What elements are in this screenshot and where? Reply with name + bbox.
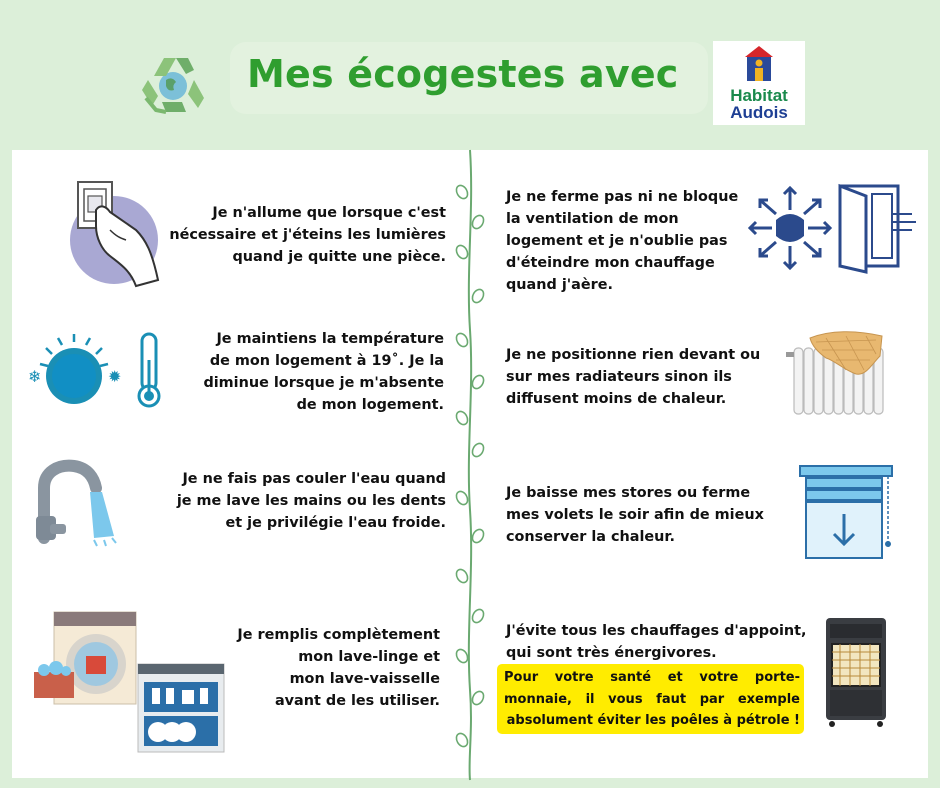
text-line: je me lave les mains ou les dents — [176, 493, 446, 509]
gas-heater-icon — [824, 616, 888, 728]
left-item-2-text — [186, 328, 444, 416]
warning-text: Pour votre santé et votre porte-monnaie, il vous faut par exemple absolument éviter les poêles à pétrole ! — [504, 670, 800, 728]
text-line: diminue lorsque je m'absente — [203, 375, 444, 391]
logo-line-2: Audois — [730, 103, 788, 122]
right-item-1-text — [506, 186, 756, 296]
recycle-icon — [136, 50, 210, 120]
thermostat-icon — [26, 330, 176, 410]
text-line: Je ne fais pas couler l'eau quand — [182, 471, 446, 487]
left-item-4-text — [200, 624, 440, 712]
text-line: avant de les utiliser. — [274, 693, 440, 709]
text-line: sur mes radiateurs sinon ils — [506, 369, 732, 385]
text-line: Je maintiens la température — [216, 331, 444, 347]
habitat-audois-logo — [713, 41, 805, 125]
text-line: Je remplis complètement — [237, 627, 440, 643]
text-line: qui sont très énergivores. — [506, 645, 717, 661]
text-line: mon lave-vaisselle — [289, 671, 440, 687]
text-line: Je n'allume que lorsque c'est — [212, 205, 446, 221]
left-item-3-text — [166, 468, 446, 534]
text-line: de mon logement à 19˚. Je la — [209, 353, 444, 369]
text-line: mes volets le soir afin de mieux — [506, 507, 764, 523]
text-line: quand je quitte une pièce. — [232, 249, 446, 265]
text-line: d'éteindre mon chauffage — [506, 255, 715, 271]
text-line: diffusent moins de chaleur. — [506, 391, 727, 407]
text-line: J'évite tous les chauffages d'appoint, — [506, 623, 807, 639]
ventilation-window-icon — [746, 180, 916, 276]
text-line: Je ne ferme pas ni ne bloque — [506, 189, 739, 205]
radiator-icon — [786, 330, 890, 422]
svg-text:❄: ❄ — [28, 367, 42, 386]
house-logo-icon — [741, 43, 777, 85]
right-item-3-text — [506, 482, 771, 548]
text-line: de mon logement. — [296, 397, 444, 413]
text-line: et je privilégie l'eau froide. — [225, 515, 446, 531]
text-line: logement et je n'oublie pas — [506, 233, 728, 249]
page-title: Mes écogestes avec — [247, 52, 679, 96]
washing-machine-dishwasher-icon — [32, 608, 228, 754]
left-item-1-text — [168, 202, 446, 268]
right-item-2-text — [506, 344, 771, 410]
text-line: nécessaire et j'éteins les lumières — [169, 227, 446, 243]
text-line: conserver la chaleur. — [506, 529, 675, 545]
svg-text:✹: ✹ — [108, 367, 122, 386]
light-switch-icon — [66, 180, 166, 290]
right-item-4-text — [506, 620, 811, 664]
text-line: la ventilation de mon — [506, 211, 679, 227]
text-line: Je baisse mes stores ou ferme — [506, 485, 751, 501]
vine-divider — [440, 150, 500, 780]
text-line: mon lave-linge et — [298, 649, 440, 665]
blinds-icon — [796, 462, 896, 562]
text-line: quand j'aère. — [506, 277, 613, 293]
logo-line-1: Habitat — [730, 86, 788, 105]
faucet-icon — [32, 460, 122, 550]
text-line: Je ne positionne rien devant ou — [506, 347, 761, 363]
